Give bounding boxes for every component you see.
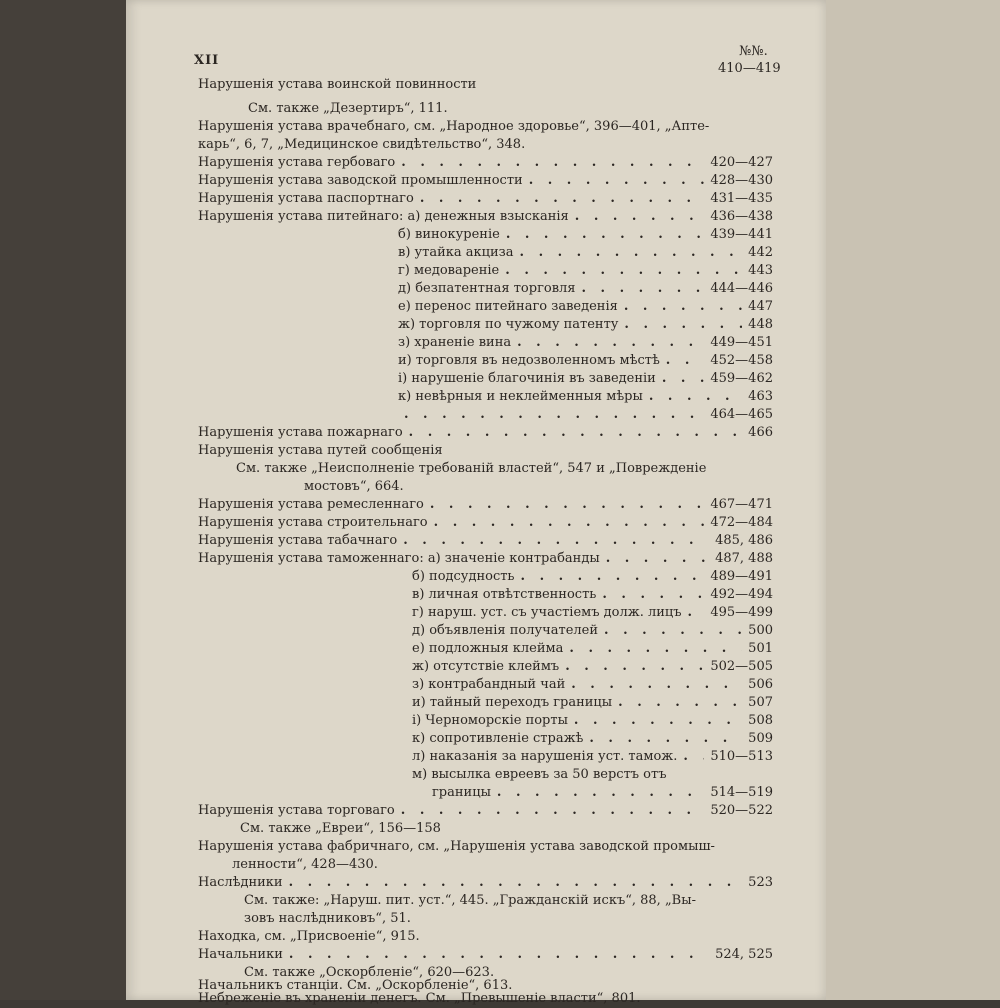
index-line: мостовъ“, 664. [304,479,404,494]
index-line: Наслѣдники . . . 523 [198,874,773,892]
index-line: е) перенос питейнаго заведенія . . . 447 [398,298,773,316]
index-line: См. также: „Наруш. пит. уст.“, 445. „Гражданскій искъ“, 88, „Вы- [244,893,696,908]
index-line: См. также „Неисполненіе требованій властей“, 547 и „Поврежденіе [236,461,707,476]
index-line: ж) торговля по чужому патенту . . . 448 [398,316,773,334]
index-line: Нарушенія устава питейнаго: а) денежныя взысканія . . . 436—438 [198,208,773,226]
index-line: д) безпатентная торговля . . . 444—446 [398,280,773,298]
index-line: карь“, 6, 7, „Медицинское свидѣтельство“, 348. [198,137,526,152]
index-line: Находка, см. „Присвоеніе“, 915. [198,929,420,944]
index-line: Нарушенія устава пожарнаго . . . 466 [198,424,773,442]
index-line: Нарушенія устава заводской промышленности . . . 428—430 [198,172,773,190]
index-line: и) тайный переходъ границы . . . 507 [412,694,773,712]
index-line: Нарушенія устава строительнаго . . . 472—484 [198,514,773,532]
index-line: е) подложныя клейма . . . 501 [412,640,773,658]
index-line: Нарушенія устава ремесленнаго . . . 467—471 [198,496,773,514]
index-line: Нарушенія устава таможеннаго: а) значеніе контрабанды . . . 487, 488 [198,550,773,568]
index-line: ленности“, 428—430. [232,857,378,872]
index-line: Нарушенія устава гербоваго . . . 420—427 [198,154,773,172]
index-line: Начальникъ станціи. См. „Оскорбленіе“, 613. [198,978,513,993]
index-line: б) подсудность . . . 489—491 [412,568,773,586]
index-line: Небреженіе въ храненіи денегъ. См. „Превышеніе власти“, 801. [198,991,641,1006]
facing-page-edge [826,0,1000,1000]
index-line: границы . . . 514—519 [432,784,773,802]
index-line: Нарушенія устава паспортнаго . . . 431—435 [198,190,773,208]
index-line: ж) отсутствіе клеймъ . . . 502—505 [412,658,773,676]
index-line: б) винокуреніе . . . 439—441 [398,226,773,244]
first-entry-range: 410—419 [718,61,781,76]
index-line: і) Черноморскіе порты . . . 508 [412,712,773,730]
index-line: д) объявленія получателей . . . 500 [412,622,773,640]
numbers-column-heading: №№. [739,44,768,59]
index-line: Нарушенія устава табачнаго . . . 485, 486 [198,532,773,550]
index-line: зовъ наслѣдниковъ“, 51. [244,911,411,926]
index-line: Нарушенія устава врачебнаго, см. „Народное здоровье“, 396—401, „Апте- [198,119,710,134]
index-line: См. также „Дезертиръ“, 111. [248,101,448,116]
index-line: в) утайка акциза . . . 442 [398,244,773,262]
page-number: XII [194,53,220,68]
index-line: См. также „Оскорбленіе“, 620—623. [244,965,495,980]
index-line: См. также „Евреи“, 156—158 [240,821,441,836]
index-line: г) наруш. уст. съ участіемъ долж. лицъ . . . 495—499 [412,604,773,622]
index-line: Нарушенія устава путей сообщенія [198,443,443,458]
index-line: и) торговля въ недозволенномъ мѣстѣ . . . 452—458 [398,352,773,370]
index-line: з) контрабандный чай . . . 506 [412,676,773,694]
index-line: з) храненіе вина . . . 449—451 [398,334,773,352]
index-line: м) высылка евреевъ за 50 верстъ отъ [412,767,667,782]
index-line: Нарушенія устава фабричнаго, см. „Нарушенія устава заводской промыш- [198,839,715,854]
index-line: к) сопротивленіе стражѣ . . . 509 [412,730,773,748]
index-line: Нарушенія устава воинской повинности [198,77,477,92]
index-line: Начальники . . . 524, 525 [198,946,773,964]
index-line: к) невѣрныя и неклейменныя мѣры . . . 463 [398,388,773,406]
index-line: Нарушенія устава торговаго . . . 520—522 [198,802,773,820]
left-background [0,0,126,1000]
index-line: л) наказанія за нарушенія уст. тамож. . . . 510—513 [412,748,773,766]
index-line: . . . 464—465 [398,406,773,424]
index-line: г) медовареніе . . . 443 [398,262,773,280]
index-line: в) личная отвѣтственность . . . 492—494 [412,586,773,604]
index-line: і) нарушеніе благочинія въ заведеніи . . . 459—462 [398,370,773,388]
